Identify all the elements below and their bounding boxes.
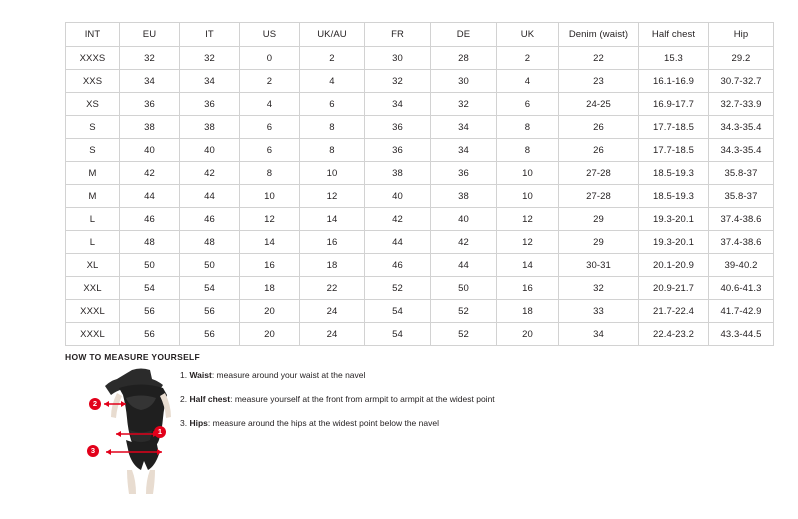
cell: 36 — [431, 162, 497, 185]
cell: 48 — [120, 231, 180, 254]
column-header: FR — [365, 23, 431, 47]
marker-1: 1 — [154, 426, 166, 438]
cell: S — [66, 139, 120, 162]
cell: 29.2 — [709, 47, 774, 70]
column-header: Half chest — [639, 23, 709, 47]
size-conversion-table — [65, 22, 774, 346]
cell: 40.6-41.3 — [709, 277, 774, 300]
cell: 6 — [240, 116, 300, 139]
cell: 40 — [365, 185, 431, 208]
cell: 38 — [180, 116, 240, 139]
cell: 38 — [365, 162, 431, 185]
cell: L — [66, 208, 120, 231]
cell: 4 — [497, 70, 559, 93]
cell: 15.3 — [639, 47, 709, 70]
column-header: DE — [431, 23, 497, 47]
cell: 36 — [365, 116, 431, 139]
table-row — [66, 162, 774, 185]
cell: 32 — [559, 277, 639, 300]
mannequin-right-leg — [146, 470, 155, 494]
cell: 12 — [497, 231, 559, 254]
cell: 16 — [300, 231, 365, 254]
cell: 24 — [300, 323, 365, 346]
column-header: Denim (waist) — [559, 23, 639, 47]
table-row — [66, 323, 774, 346]
cell: 50 — [120, 254, 180, 277]
cell: 44 — [431, 254, 497, 277]
cell: 26 — [559, 139, 639, 162]
table-row — [66, 70, 774, 93]
cell: 10 — [240, 185, 300, 208]
cell: 8 — [300, 139, 365, 162]
mannequin-hips — [126, 440, 159, 470]
note-number: 3. — [180, 418, 188, 428]
cell: 23 — [559, 70, 639, 93]
cell: 12 — [240, 208, 300, 231]
cell: 14 — [497, 254, 559, 277]
cell: 22 — [559, 47, 639, 70]
cell: 26 — [559, 116, 639, 139]
cell: 24 — [300, 300, 365, 323]
column-header: UK — [497, 23, 559, 47]
cell: 46 — [120, 208, 180, 231]
cell: 50 — [431, 277, 497, 300]
cell: 19.3-20.1 — [639, 208, 709, 231]
column-header: US — [240, 23, 300, 47]
mannequin-left-leg — [127, 470, 136, 494]
cell: 56 — [120, 323, 180, 346]
cell: 44 — [180, 185, 240, 208]
cell: 6 — [497, 93, 559, 116]
cell: 32.7-33.9 — [709, 93, 774, 116]
note-number: 1. — [180, 370, 188, 380]
cell: 18 — [240, 277, 300, 300]
cell: XXL — [66, 277, 120, 300]
cell: XL — [66, 254, 120, 277]
cell: 4 — [240, 93, 300, 116]
cell: 38 — [431, 185, 497, 208]
note-term: Half chest — [189, 394, 231, 404]
note-term: Waist — [189, 370, 212, 380]
cell: 34 — [431, 116, 497, 139]
cell: 56 — [180, 323, 240, 346]
cell: 16 — [240, 254, 300, 277]
cell: 40 — [180, 139, 240, 162]
table-header-row — [66, 23, 774, 47]
cell: 43.3-44.5 — [709, 323, 774, 346]
cell: 29 — [559, 208, 639, 231]
cell: 54 — [180, 277, 240, 300]
cell: 17.7-18.5 — [639, 116, 709, 139]
table-row — [66, 185, 774, 208]
cell: M — [66, 162, 120, 185]
cell: 2 — [240, 70, 300, 93]
cell: 30.7-32.7 — [709, 70, 774, 93]
cell: 34 — [431, 139, 497, 162]
cell: 34 — [180, 70, 240, 93]
cell: 20 — [240, 300, 300, 323]
measure-note — [180, 393, 600, 405]
measure-note — [180, 369, 600, 381]
cell: 8 — [497, 139, 559, 162]
marker-3: 3 — [87, 445, 99, 457]
cell: 38 — [120, 116, 180, 139]
cell: 14 — [240, 231, 300, 254]
cell: 52 — [431, 323, 497, 346]
cell: 8 — [497, 116, 559, 139]
cell: 52 — [365, 277, 431, 300]
cell: 20.9-21.7 — [639, 277, 709, 300]
cell: 12 — [497, 208, 559, 231]
cell: 6 — [240, 139, 300, 162]
cell: 36 — [120, 93, 180, 116]
cell: 35.8-37 — [709, 185, 774, 208]
marker-2: 2 — [89, 398, 101, 410]
cell: 54 — [365, 300, 431, 323]
cell: 54 — [120, 277, 180, 300]
column-header: Hip — [709, 23, 774, 47]
cell: 18.5-19.3 — [639, 162, 709, 185]
note-text: : measure yourself at the front from armpit to armpit at the widest point — [230, 394, 495, 404]
cell: 44 — [120, 185, 180, 208]
cell: XS — [66, 93, 120, 116]
cell: XXXL — [66, 323, 120, 346]
cell: 35.8-37 — [709, 162, 774, 185]
cell: 10 — [497, 185, 559, 208]
table-row — [66, 93, 774, 116]
cell: 34.3-35.4 — [709, 116, 774, 139]
cell: 32 — [180, 47, 240, 70]
cell: 10 — [497, 162, 559, 185]
cell: 44 — [365, 231, 431, 254]
measure-note — [180, 417, 600, 429]
cell: 39-40.2 — [709, 254, 774, 277]
cell: 46 — [180, 208, 240, 231]
cell: 37.4-38.6 — [709, 231, 774, 254]
column-header: INT — [66, 23, 120, 47]
cell: 2 — [497, 47, 559, 70]
note-text: : measure around the hips at the widest point below the navel — [207, 418, 439, 428]
cell: 32 — [120, 47, 180, 70]
table-row — [66, 254, 774, 277]
cell: 0 — [240, 47, 300, 70]
cell: 33 — [559, 300, 639, 323]
cell: 19.3-20.1 — [639, 231, 709, 254]
cell: 22 — [300, 277, 365, 300]
cell: 42 — [180, 162, 240, 185]
cell: 30-31 — [559, 254, 639, 277]
cell: 34 — [365, 93, 431, 116]
cell: 21.7-22.4 — [639, 300, 709, 323]
cell: 40 — [120, 139, 180, 162]
cell: 42 — [365, 208, 431, 231]
cell: 6 — [300, 93, 365, 116]
cell: 20.1-20.9 — [639, 254, 709, 277]
cell: 20 — [497, 323, 559, 346]
cell: 8 — [300, 116, 365, 139]
column-header: UK/AU — [300, 23, 365, 47]
mannequin-left-arm — [111, 393, 122, 418]
cell: 34.3-35.4 — [709, 139, 774, 162]
cell: 27-28 — [559, 162, 639, 185]
cell: 22.4-23.2 — [639, 323, 709, 346]
cell: 42 — [120, 162, 180, 185]
table-row — [66, 231, 774, 254]
table-row — [66, 139, 774, 162]
cell: 29 — [559, 231, 639, 254]
cell: 32 — [365, 70, 431, 93]
cell: 34 — [120, 70, 180, 93]
column-header: EU — [120, 23, 180, 47]
cell: 16 — [497, 277, 559, 300]
cell: 52 — [431, 300, 497, 323]
how-to-measure-title: HOW TO MEASURE YOURSELF — [65, 352, 201, 362]
cell: 30 — [431, 70, 497, 93]
cell: 56 — [180, 300, 240, 323]
cell: 37.4-38.6 — [709, 208, 774, 231]
note-number: 2. — [180, 394, 188, 404]
cell: 41.7-42.9 — [709, 300, 774, 323]
cell: 18 — [300, 254, 365, 277]
cell: 18.5-19.3 — [639, 185, 709, 208]
cell: XXXL — [66, 300, 120, 323]
cell: 56 — [120, 300, 180, 323]
measure-notes — [180, 369, 600, 441]
cell: 46 — [365, 254, 431, 277]
cell: M — [66, 185, 120, 208]
cell: XXXS — [66, 47, 120, 70]
table-row — [66, 47, 774, 70]
cell: 24-25 — [559, 93, 639, 116]
cell: 28 — [431, 47, 497, 70]
cell: 18 — [497, 300, 559, 323]
cell: 4 — [300, 70, 365, 93]
cell: 16.9-17.7 — [639, 93, 709, 116]
cell: L — [66, 231, 120, 254]
cell: 50 — [180, 254, 240, 277]
table-row — [66, 300, 774, 323]
cell: 34 — [559, 323, 639, 346]
cell: 17.7-18.5 — [639, 139, 709, 162]
cell: 48 — [180, 231, 240, 254]
table-row — [66, 208, 774, 231]
cell: 36 — [365, 139, 431, 162]
cell: S — [66, 116, 120, 139]
cell: 10 — [300, 162, 365, 185]
cell: 16.1-16.9 — [639, 70, 709, 93]
note-term: Hips — [189, 418, 208, 428]
cell: 30 — [365, 47, 431, 70]
cell: 12 — [300, 185, 365, 208]
table-row — [66, 277, 774, 300]
cell: 2 — [300, 47, 365, 70]
cell: 32 — [431, 93, 497, 116]
cell: 36 — [180, 93, 240, 116]
cell: 14 — [300, 208, 365, 231]
table-row — [66, 116, 774, 139]
cell: 42 — [431, 231, 497, 254]
cell: 40 — [431, 208, 497, 231]
cell: 54 — [365, 323, 431, 346]
cell: 27-28 — [559, 185, 639, 208]
note-text: : measure around your waist at the navel — [211, 370, 366, 380]
column-header: IT — [180, 23, 240, 47]
cell: 8 — [240, 162, 300, 185]
size-table-container — [65, 22, 762, 346]
cell: XXS — [66, 70, 120, 93]
cell: 20 — [240, 323, 300, 346]
